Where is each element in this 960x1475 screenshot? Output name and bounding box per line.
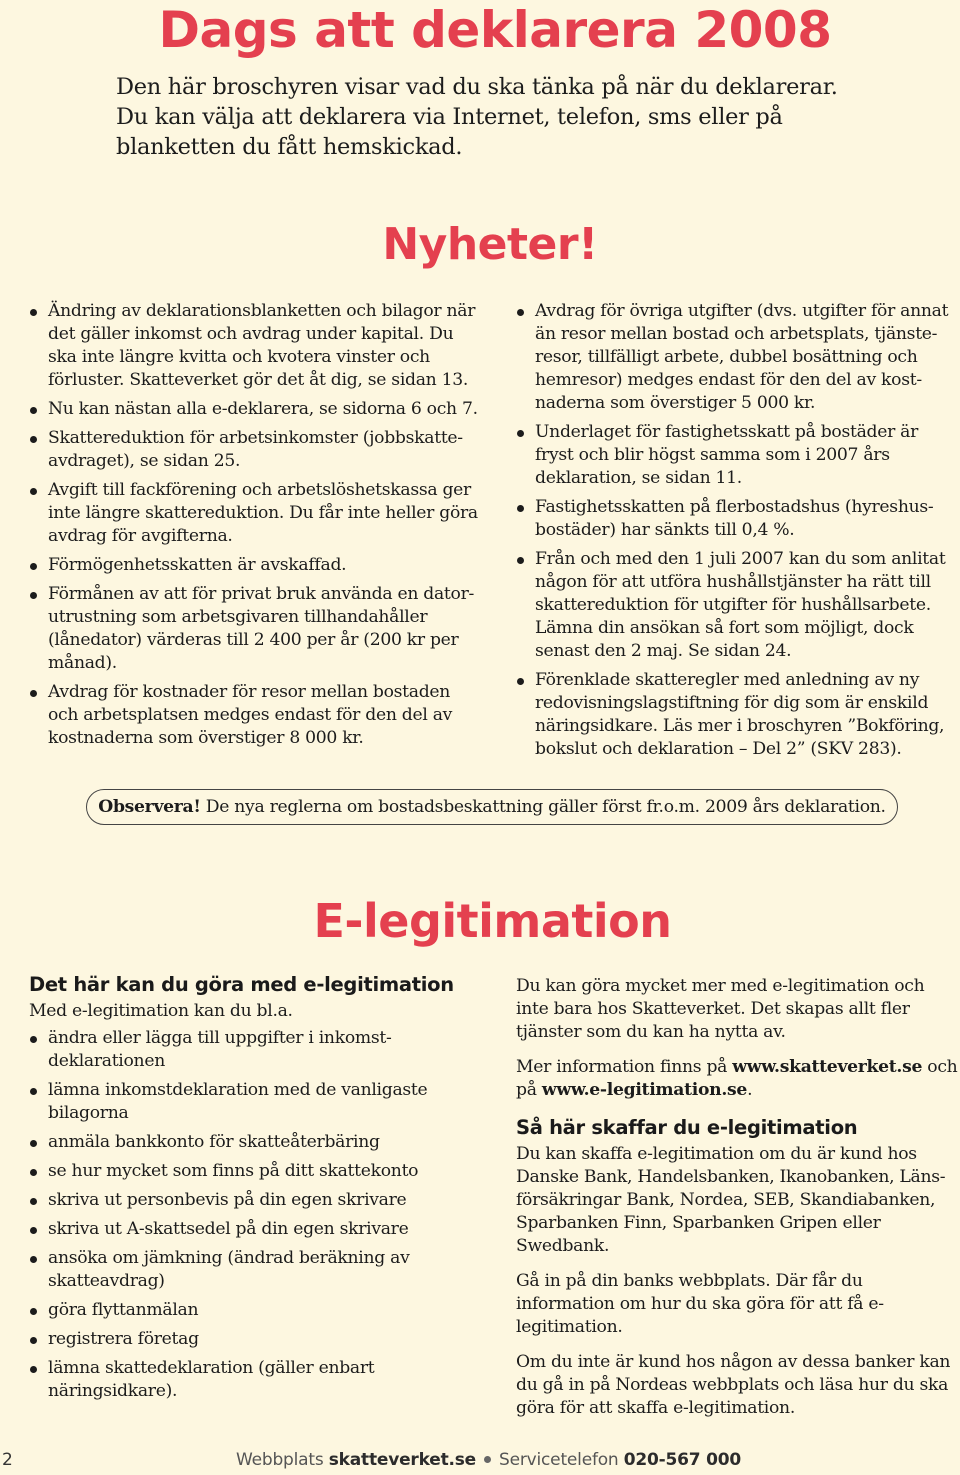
elegit-lead: Med e-legitimation kan du bl.a. [29,1001,293,1021]
footer-contact [236,1448,741,1472]
intro-text: Den här broschyren visar vad du ska tänka på när du deklarerar. Du kan välja att deklarera via Internet, telefon, sms eller på blanketten du fått hemskickad. [116,74,838,160]
elegit-paragraph-2 [516,1056,958,1102]
list-item: anmäla bankkonto för skatteåterbäring [29,1131,429,1154]
page-footer [0,1448,960,1472]
list-item: Ändring av deklarationsblanketten och bilagor när det gäller inkomst och avdrag under kapital. Du ska inte längre kvitta och kvotera vinster och förluster. Skatteverket gör det åt dig, se sidan 13. [29,300,479,392]
elegit-left-subheading: Det här kan du göra med e-legitimation [29,973,454,996]
e-legitimation-link[interactable]: www.e-legitimation.se [541,1080,748,1100]
list-item: göra flyttanmälan [29,1299,429,1322]
news-list-right [516,300,956,761]
list-item: Förenklade skatteregler med anledning av ny redovisningslagstiftning för dig som är enskild näringsidkare. Läs mer i broschyren ”Bokföring, bokslut och deklaration – Del 2” (SKV 283). [516,669,956,761]
list-item: Avgift till fackförening och arbetslöshetskassa ger inte längre skattereduktion. Du får inte heller göra avdrag för avgifterna. [29,479,479,548]
list-item: Skattereduktion för arbetsinkomster (jobbskatteavdraget), se sidan 25. [29,427,479,473]
elegit-paragraph-4: Gå in på din banks webbplats. Där får du information om hur du ska göra för att få e-legitimation. [516,1271,884,1337]
footer-web-link[interactable]: skatteverket.se [328,1450,477,1470]
list-item: Från och med den 1 juli 2007 kan du som anlitat någon för att utföra hushållstjänster ha rätt till skattereduktion för utgifter för hushållsarbete. Lämna din ansökan så fort som möjligt, dock senast den 2 maj. Se sidan 24. [516,548,956,663]
elegit-right-column [516,975,958,1420]
list-item: Avdrag för kostnader för resor mellan bostaden och arbetsplatsen medges endast för den del av kostnaderna som överstiger 8 000 kr. [29,681,479,750]
list-item: se hur mycket som finns på ditt skattekonto [29,1160,429,1183]
page-title: Dags att deklarera 2008 [158,1,832,59]
page-number: 2 [2,1450,13,1470]
bullet-separator [484,1456,491,1463]
list-item: ändra eller lägga till uppgifter i inkomstdeklarationen [29,1027,429,1073]
elegit-paragraph-3: Du kan skaffa e-legitimation om du är kund hos Danske Bank, Handelsbanken, Ikanobanken, Länsförsäkringar Bank, Nordea, SEB, Skandiabanken, Sparbanken Finn, Sparbanken Gripen eller Swedbank. [516,1144,946,1256]
elegit-right-subheading: Så här skaffar du e-legitimation [516,1116,858,1139]
list-item: Underlaget för fastighetsskatt på bostäder är fryst och blir högst samma som i 2007 års deklaration, se sidan 11. [516,421,956,490]
list-item: lämna skattedeklaration (gäller enbart näringsidkare). [29,1357,429,1403]
footer-phone-number: 020-567 000 [623,1450,741,1470]
observe-label: Observera! [98,797,201,817]
news-heading: Nyheter! [382,219,598,270]
news-list-left [29,300,479,750]
list-item: skriva ut A-skattsedel på din egen skrivare [29,1218,429,1241]
skatteverket-link[interactable]: www.skatteverket.se [732,1057,923,1077]
list-item: lämna inkomstdeklaration med de vanligaste bilagorna [29,1079,429,1125]
p2-pre: Mer information finns på [516,1057,733,1077]
list-item: Fastighetsskatten på flerbostadshus (hyreshusbostäder) har sänkts till 0,4 %. [516,496,956,542]
list-item: Förmögenhetsskatten är avskaffad. [29,554,479,577]
observe-box [86,789,898,825]
observe-text: De nya reglerna om bostadsbeskattning gäller först fr.o.m. 2009 års deklaration. [200,797,886,817]
list-item: Förmånen av att för privat bruk använda en datorutrustning som arbetsgivaren tillhandahåller (lånedator) värderas till 2 400 per år (200 kr per månad). [29,583,479,675]
p2-mid: och på [516,1057,958,1100]
elegit-left-column [29,972,489,1403]
elegit-paragraph-1: Du kan göra mycket mer med e-legitimation och inte bara hos Skatteverket. Det skapas allt fler tjänster som du kan ha nytta av. [516,976,925,1042]
list-item: skriva ut personbevis på din egen skrivare [29,1189,429,1212]
footer-phone-label: Servicetelefon [499,1450,624,1470]
list-item: registrera företag [29,1328,429,1351]
footer-web-label: Webbplats [236,1450,329,1470]
list-item: Nu kan nästan alla e-deklarera, se sidorna 6 och 7. [29,398,479,421]
elegit-paragraph-5: Om du inte är kund hos någon av dessa banker kan du gå in på Nordeas webbplats och läsa hur du ska göra för att skaffa e-legitimation. [516,1352,951,1418]
elegit-heading: E-legitimation [313,894,672,948]
list-item: Avdrag för övriga utgifter (dvs. utgifter för annat än resor mellan bostad och arbetsplats, tjänsteresor, tillfälligt arbete, dubbel bosättning och hemresor) medges endast för den del av kostnaderna som överstiger 5 000 kr. [516,300,956,415]
p2-end: . [747,1080,753,1100]
elegit-list [29,1027,429,1403]
list-item: ansöka om jämkning (ändrad beräkning av skatteavdrag) [29,1247,429,1293]
